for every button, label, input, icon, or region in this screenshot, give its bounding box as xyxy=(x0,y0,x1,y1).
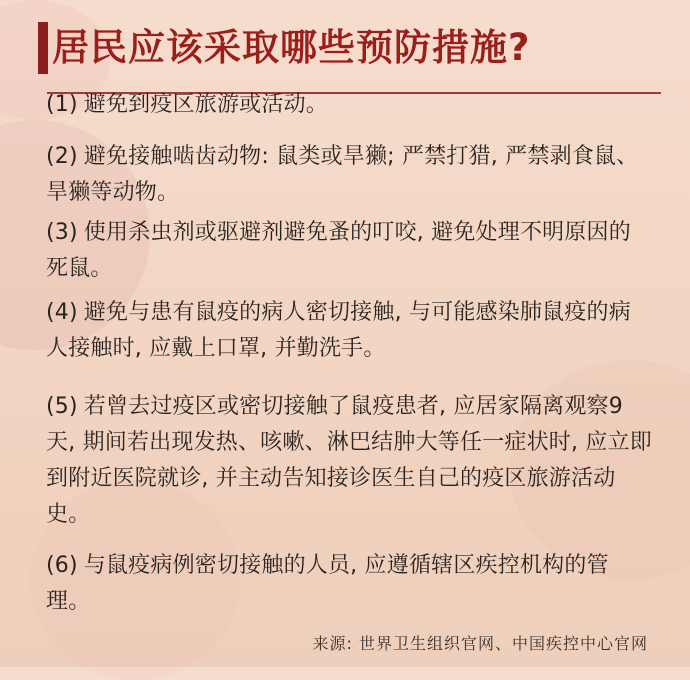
item-text: 若曾去过疫区或密切接触了鼠疫患者, 应居家隔离观察9天, 期间若出现发热、咳嗽、淋巴结肿大等任一症状时, 应立即到附近医院就诊, 并主动告知接诊医生自己的疫区旅游活动史。 xyxy=(46,394,652,527)
title-section xyxy=(0,12,690,82)
item-number: (4) xyxy=(46,300,78,325)
list-item xyxy=(46,295,652,367)
title-accent-bar xyxy=(38,22,48,74)
list-item xyxy=(46,548,652,620)
item-number: (3) xyxy=(46,220,78,245)
item-text: 使用杀虫剂或驱避剂避免蚤的叮咬, 避免处理不明原因的死鼠。 xyxy=(46,220,631,281)
list-item xyxy=(46,139,652,211)
item-number: (2) xyxy=(46,144,78,169)
list-item xyxy=(46,87,652,123)
item-text: 避免与患有鼠疫的病人密切接触, 与可能感染肺鼠疫的病人接触时, 应戴上口罩, 并勤洗手。 xyxy=(46,300,631,361)
item-number: (5) xyxy=(46,394,78,419)
item-text: 避免接触啮齿动物: 鼠类或旱獭; 严禁打猎, 严禁剥食鼠、旱獭等动物。 xyxy=(46,144,639,205)
page-title: 居民应该采取哪些预防措施? xyxy=(52,26,531,69)
item-text: 与鼠疫病例密切接触的人员, 应遵循辖区疾控机构的管理。 xyxy=(46,553,609,614)
source-credit: 来源: 世界卫生组织官网、中国疾控中心官网 xyxy=(312,634,648,653)
item-text: 避免到疫区旅游或活动。 xyxy=(83,92,328,117)
item-number: (6) xyxy=(46,553,78,578)
item-number: (1) xyxy=(46,92,78,117)
list-item xyxy=(46,389,652,533)
list-item xyxy=(46,215,652,287)
